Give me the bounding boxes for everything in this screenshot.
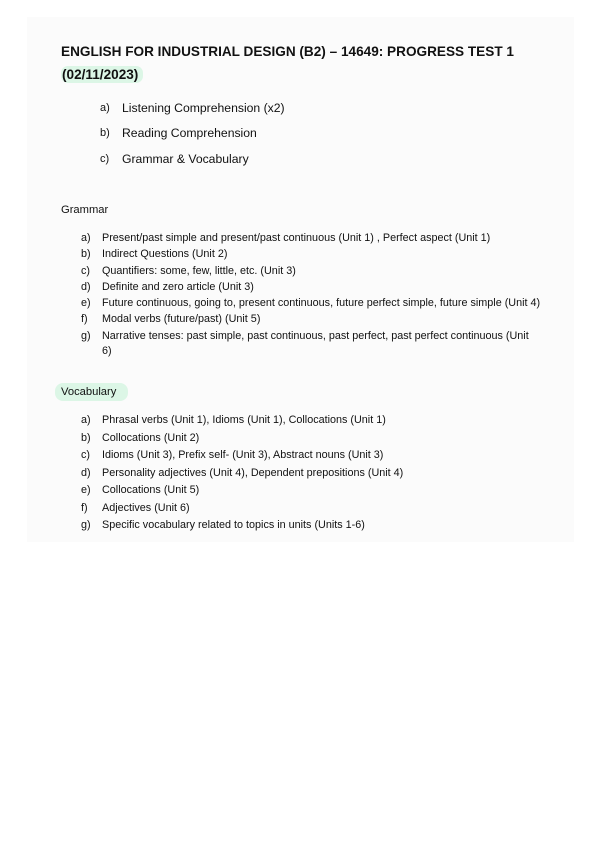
list-marker: a)	[81, 232, 91, 244]
list-marker: c)	[81, 449, 90, 461]
list-item	[81, 518, 541, 534]
title-date: (02/11/2023)	[61, 66, 143, 83]
list-item-text: Collocations (Unit 5)	[102, 484, 200, 496]
list-marker: a)	[81, 414, 91, 426]
list-item	[100, 121, 285, 147]
list-item	[81, 264, 541, 280]
list-item-text: Reading Comprehension	[122, 126, 257, 141]
list-item	[81, 296, 541, 312]
list-item-text: Phrasal verbs (Unit 1), Idioms (Unit 1), Collocations (Unit 1)	[102, 414, 386, 426]
list-marker: g)	[81, 519, 91, 531]
list-marker: f)	[81, 501, 88, 514]
vocabulary-heading: Vocabulary	[55, 383, 128, 401]
list-item-text: Specific vocabulary related to topics in units (Units 1-6)	[102, 519, 365, 531]
list-marker: a)	[100, 101, 110, 114]
list-item-text: Definite and zero article (Unit 3)	[102, 280, 254, 293]
vocabulary-list	[81, 413, 541, 536]
list-item-text: Idioms (Unit 3), Prefix self- (Unit 3), Abstract nouns (Unit 3)	[102, 449, 384, 461]
list-item	[81, 413, 541, 429]
grammar-heading: Grammar	[61, 204, 109, 216]
list-marker: b)	[81, 431, 91, 444]
list-item-text: Quantifiers: some, few, little, etc. (Unit 3)	[102, 264, 296, 277]
list-item	[81, 448, 541, 464]
list-item-text: Listening Comprehension (x2)	[122, 100, 285, 115]
list-item-text: Grammar & Vocabulary	[122, 151, 249, 166]
list-item-text: Future continuous, going to, present continuous, future perfect simple, future simple (Unit 4)	[102, 297, 541, 310]
list-marker: c)	[81, 264, 90, 277]
document-title	[61, 40, 531, 86]
list-item	[100, 95, 285, 121]
list-item	[81, 466, 541, 482]
list-marker: d)	[81, 280, 91, 293]
list-item	[100, 146, 285, 172]
title-line-1: ENGLISH FOR INDUSTRIAL DESIGN (B2) – 14649: PROGRESS TEST 1	[61, 44, 514, 59]
list-marker: d)	[81, 466, 91, 479]
list-item-text: Modal verbs (future/past) (Unit 5)	[102, 313, 261, 326]
list-item-text: Collocations (Unit 2)	[102, 431, 200, 444]
list-item	[81, 231, 541, 247]
list-marker: e)	[81, 297, 91, 310]
list-item	[81, 483, 541, 499]
list-item	[81, 431, 541, 447]
list-marker: e)	[81, 484, 91, 496]
list-item	[81, 501, 541, 517]
list-item-text: Narrative tenses: past simple, past continuous, past perfect, past perfect continuous (Unit 6)	[102, 329, 529, 358]
list-marker: f)	[81, 313, 88, 326]
list-item	[81, 312, 541, 328]
list-marker: c)	[100, 152, 110, 165]
grammar-list	[81, 231, 541, 361]
list-item	[81, 280, 541, 296]
list-marker: b)	[81, 248, 91, 261]
list-marker: b)	[100, 127, 110, 140]
list-item-text: Adjectives (Unit 6)	[102, 501, 190, 514]
list-marker: g)	[81, 329, 91, 342]
list-item	[81, 247, 541, 263]
list-item-text: Present/past simple and present/past continuous (Unit 1) , Perfect aspect (Unit 1)	[102, 232, 491, 244]
list-item	[81, 329, 541, 360]
list-item-text: Personality adjectives (Unit 4), Dependent prepositions (Unit 4)	[102, 466, 404, 479]
list-item-text: Indirect Questions (Unit 2)	[102, 248, 228, 261]
test-sections-list	[100, 95, 285, 172]
